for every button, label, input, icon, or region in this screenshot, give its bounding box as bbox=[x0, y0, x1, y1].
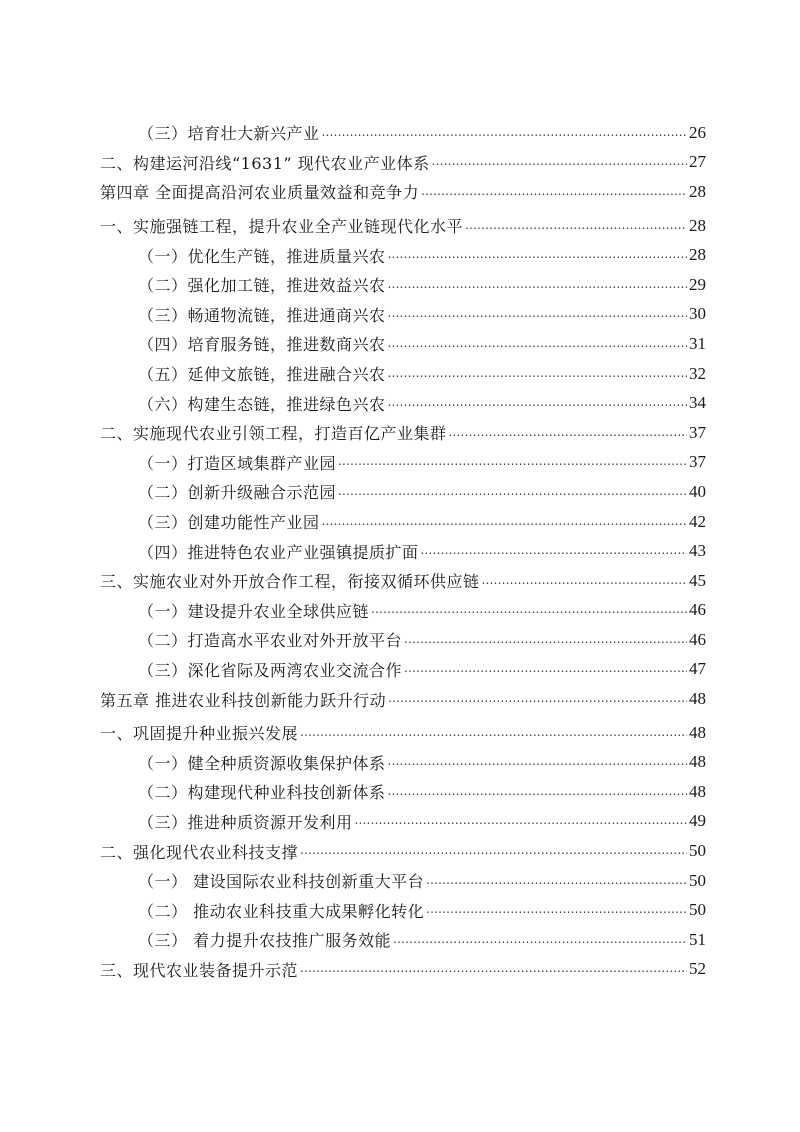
toc-subsection[interactable] bbox=[100, 240, 706, 270]
toc-entry-title: 二、实施现代农业引领工程，打造百亿产业集群 bbox=[100, 421, 449, 444]
toc-subsection[interactable] bbox=[100, 300, 706, 330]
toc-entry-title: 一、实施强链工程，提升农业全产业链现代化水平 bbox=[100, 214, 465, 237]
dot-leader bbox=[388, 691, 687, 707]
toc-subsection[interactable] bbox=[100, 747, 706, 777]
toc-page-number: 48 bbox=[689, 752, 706, 772]
toc-section[interactable] bbox=[100, 148, 706, 178]
dot-leader bbox=[300, 843, 687, 859]
toc-entry-title: （三） 着力提升农技推广服务效能 bbox=[138, 928, 393, 951]
toc-page-number: 34 bbox=[689, 393, 706, 413]
toc-page-number: 40 bbox=[689, 481, 706, 501]
toc-page-number: 45 bbox=[689, 570, 706, 590]
toc-entry-title: （二）强化加工链，推进效益兴农 bbox=[138, 273, 388, 296]
dot-leader bbox=[404, 661, 687, 677]
toc-subsection[interactable] bbox=[100, 777, 706, 807]
toc-entry-title: （二）创新升级融合示范园 bbox=[138, 480, 338, 503]
toc-subsection[interactable] bbox=[100, 118, 706, 148]
dot-leader bbox=[426, 873, 687, 889]
dot-leader bbox=[404, 632, 687, 648]
toc-entry-title: （二） 推动农业科技重大成果孵化转化 bbox=[138, 899, 426, 922]
toc-entry-title: 第四章 全面提高沿河农业质量效益和竞争力 bbox=[100, 180, 421, 203]
toc-entry-title: 三、现代农业装备提升示范 bbox=[100, 958, 300, 981]
toc-page-number: 50 bbox=[689, 900, 706, 920]
toc-page-number: 50 bbox=[689, 841, 706, 861]
dot-leader bbox=[388, 277, 687, 293]
toc-entry-title: （二）构建现代种业科技创新体系 bbox=[138, 780, 388, 803]
toc-entry-title: 第五章 推进农业科技创新能力跃升行动 bbox=[100, 688, 388, 711]
toc-entry-title: （一）打造区域集群产业园 bbox=[138, 451, 338, 474]
dot-leader bbox=[449, 425, 687, 441]
toc-page-number: 49 bbox=[689, 811, 706, 831]
toc-page-number: 47 bbox=[689, 659, 706, 679]
toc-entry-title: （三）培育壮大新兴产业 bbox=[138, 121, 322, 144]
toc-page-number: 28 bbox=[689, 245, 706, 265]
dot-leader bbox=[322, 514, 687, 530]
toc-page-number: 46 bbox=[689, 600, 706, 620]
toc-entry-title: （四）培育服务链，推进数商兴农 bbox=[138, 332, 388, 355]
toc-page-number: 46 bbox=[689, 629, 706, 649]
toc-subsection[interactable] bbox=[100, 866, 706, 896]
toc-subsection[interactable] bbox=[100, 329, 706, 359]
toc-page-number: 27 bbox=[689, 152, 706, 172]
toc-page-number: 51 bbox=[689, 929, 706, 949]
toc-subsection[interactable] bbox=[100, 507, 706, 537]
toc-page-number: 43 bbox=[689, 541, 706, 561]
dot-leader bbox=[388, 784, 687, 800]
toc-entry-title: （一）健全种质资源收集保护体系 bbox=[138, 751, 388, 774]
toc-page-number: 26 bbox=[689, 122, 706, 142]
toc-entry-title: 二、构建运河沿线“1631” 现代农业产业体系 bbox=[100, 151, 432, 174]
toc-subsection[interactable] bbox=[100, 655, 706, 685]
toc-page-number: 50 bbox=[689, 870, 706, 890]
toc-section[interactable] bbox=[100, 418, 706, 448]
dot-leader bbox=[388, 306, 687, 322]
toc-section[interactable] bbox=[100, 955, 706, 985]
dot-leader bbox=[421, 184, 687, 200]
toc-entry-title: （六）构建生态链，推进绿色兴农 bbox=[138, 392, 388, 415]
toc-section[interactable] bbox=[100, 211, 706, 241]
toc-page-number: 28 bbox=[689, 181, 706, 201]
toc-subsection[interactable] bbox=[100, 807, 706, 837]
dot-leader bbox=[388, 336, 687, 352]
toc-entry-title: （二）打造高水平农业对外开放平台 bbox=[138, 628, 404, 651]
toc-page-number: 37 bbox=[689, 452, 706, 472]
dot-leader bbox=[388, 366, 687, 382]
toc-subsection[interactable] bbox=[100, 270, 706, 300]
toc-entry-title: （三）创建功能性产业园 bbox=[138, 510, 322, 533]
toc-subsection[interactable] bbox=[100, 477, 706, 507]
dot-leader bbox=[388, 247, 687, 263]
toc-subsection[interactable] bbox=[100, 925, 706, 955]
table-of-contents bbox=[100, 118, 706, 984]
dot-leader bbox=[388, 754, 687, 770]
toc-subsection[interactable] bbox=[100, 596, 706, 626]
dot-leader bbox=[338, 454, 687, 470]
toc-section[interactable] bbox=[100, 836, 706, 866]
dot-leader bbox=[432, 154, 687, 170]
toc-entry-title: 一、巩固提升种业振兴发展 bbox=[100, 721, 300, 744]
dot-leader bbox=[388, 395, 687, 411]
toc-chapter[interactable] bbox=[100, 177, 706, 207]
dot-leader bbox=[421, 543, 687, 559]
dot-leader bbox=[465, 218, 687, 234]
dot-leader bbox=[371, 602, 687, 618]
toc-section[interactable] bbox=[100, 566, 706, 596]
toc-page-number: 48 bbox=[689, 722, 706, 742]
toc-page-number: 31 bbox=[689, 333, 706, 353]
toc-subsection[interactable] bbox=[100, 388, 706, 418]
toc-subsection[interactable] bbox=[100, 895, 706, 925]
toc-entry-title: （四）推进特色农业产业强镇提质扩面 bbox=[138, 540, 421, 563]
toc-entry-title: （五）延伸文旅链，推进融合兴农 bbox=[138, 362, 388, 385]
dot-leader bbox=[300, 961, 687, 977]
toc-page-number: 48 bbox=[689, 781, 706, 801]
toc-entry-title: （一）优化生产链，推进质量兴农 bbox=[138, 244, 388, 267]
toc-subsection[interactable] bbox=[100, 625, 706, 655]
toc-page-number: 28 bbox=[689, 215, 706, 235]
toc-subsection[interactable] bbox=[100, 359, 706, 389]
dot-leader bbox=[426, 902, 687, 918]
dot-leader bbox=[355, 813, 687, 829]
toc-page-number: 52 bbox=[689, 959, 706, 979]
toc-subsection[interactable] bbox=[100, 448, 706, 478]
toc-entry-title: 三、实施农业对外开放合作工程，衔接双循环供应链 bbox=[100, 569, 482, 592]
toc-page-number: 42 bbox=[689, 511, 706, 531]
toc-entry-title: （三）深化省际及两湾农业交流合作 bbox=[138, 658, 404, 681]
toc-entry-title: （一） 建设国际农业科技创新重大平台 bbox=[138, 869, 426, 892]
toc-section[interactable] bbox=[100, 718, 706, 748]
toc-entry-title: （一）建设提升农业全球供应链 bbox=[138, 599, 371, 622]
dot-leader bbox=[338, 484, 687, 500]
dot-leader bbox=[482, 573, 687, 589]
toc-page-number: 30 bbox=[689, 304, 706, 324]
toc-entry-title: （三）畅通物流链，推进通商兴农 bbox=[138, 303, 388, 326]
toc-page-number: 48 bbox=[689, 689, 706, 709]
toc-entry-title: （三）推进种质资源开发利用 bbox=[138, 810, 355, 833]
toc-entry-title: 二、强化现代农业科技支撑 bbox=[100, 840, 300, 863]
toc-subsection[interactable] bbox=[100, 536, 706, 566]
dot-leader bbox=[322, 125, 687, 141]
dot-leader bbox=[393, 932, 687, 948]
dot-leader bbox=[300, 725, 687, 741]
toc-page-number: 37 bbox=[689, 422, 706, 442]
toc-page-number: 29 bbox=[689, 274, 706, 294]
toc-page-number: 32 bbox=[689, 363, 706, 383]
toc-chapter[interactable] bbox=[100, 684, 706, 714]
